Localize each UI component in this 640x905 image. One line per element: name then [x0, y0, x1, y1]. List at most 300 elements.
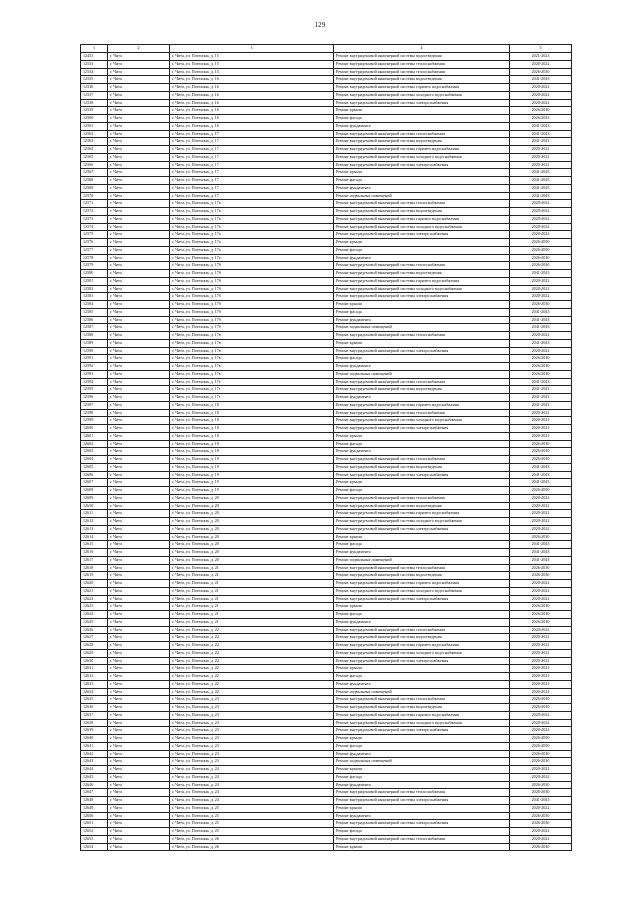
work-type-cell: Ремонт внутридомовой инженерной системы электроснабжения [334, 657, 510, 665]
table-row [81, 735, 572, 743]
settlement-cell: г. Чита [108, 130, 170, 138]
table-row [81, 649, 572, 657]
period-cell: 2041-2043 [510, 308, 572, 316]
settlement-cell: г. Чита [108, 828, 170, 836]
work-type-cell: Ремонт внутридомовой инженерной системы теплоснабжения [334, 130, 510, 138]
address-cell: г. Чита, ул. Потехина, д. 16 [170, 107, 334, 115]
settlement-cell: г. Чита [108, 184, 170, 192]
settlement-cell: г. Чита [108, 603, 170, 611]
settlement-cell: г. Чита [108, 611, 170, 619]
row-number-cell: 12620 [81, 580, 108, 588]
address-cell: г. Чита, ул. Потехина, д. 21 [170, 572, 334, 580]
row-number-cell: 12581 [81, 277, 108, 285]
settlement-cell: г. Чита [108, 363, 170, 371]
work-type-cell: Ремонт внутридомовой инженерной системы водоотведения [334, 208, 510, 216]
row-number-cell: 12566 [81, 161, 108, 169]
work-type-cell: Ремонт внутридомовой инженерной системы холодного водоснабжения [334, 223, 510, 231]
period-cell: 2020-2022 [510, 773, 572, 781]
period-cell: 2020-2022 [510, 828, 572, 836]
table-row [81, 440, 572, 448]
address-cell: г. Чита, ул. Потехина, д. 20 [170, 525, 334, 533]
period-cell: 2041-2043 [510, 541, 572, 549]
table-row [81, 208, 572, 216]
work-type-cell: Ремонт фундамента [334, 448, 510, 456]
row-number-cell: 12578 [81, 254, 108, 262]
row-number-cell: 12636 [81, 704, 108, 712]
settlement-cell: г. Чита [108, 262, 170, 270]
row-number-cell: 12570 [81, 192, 108, 200]
table-row [81, 177, 572, 185]
work-type-cell: Ремонт фундамента [334, 394, 510, 402]
settlement-cell: г. Чита [108, 541, 170, 549]
period-cell: 2021-2023 [510, 53, 572, 61]
table-row [81, 556, 572, 564]
work-type-cell: Ремонт фундамента [334, 781, 510, 789]
table-row [81, 169, 572, 177]
settlement-cell: г. Чита [108, 471, 170, 479]
settlement-cell: г. Чита [108, 797, 170, 805]
period-cell: 2020-2022 [510, 804, 572, 812]
period-cell: 2041-2043 [510, 192, 572, 200]
settlement-cell: г. Чита [108, 177, 170, 185]
work-type-cell: Ремонт внутридомовой инженерной системы электроснабжения [334, 727, 510, 735]
table-row [81, 68, 572, 76]
period-cell: 2020-2022 [510, 417, 572, 425]
work-type-cell: Ремонт внутридомовой инженерной системы холодного водоснабжения [334, 518, 510, 526]
table-row [81, 766, 572, 774]
row-number-cell: 12596 [81, 394, 108, 402]
settlement-cell: г. Чита [108, 409, 170, 417]
row-number-cell: 12592 [81, 363, 108, 371]
row-number-cell: 12614 [81, 533, 108, 541]
period-cell: 2020-2022 [510, 835, 572, 843]
table-row [81, 91, 572, 99]
settlement-cell: г. Чита [108, 223, 170, 231]
settlement-cell: г. Чита [108, 766, 170, 774]
header-cell: 3 [170, 45, 334, 53]
address-cell: г. Чита, ул. Потехина, д. 21 [170, 564, 334, 572]
address-cell: г. Чита, ул. Потехина, д. 17а [170, 215, 334, 223]
address-cell: г. Чита, ул. Потехина, д. 18 [170, 417, 334, 425]
address-cell: г. Чита, ул. Потехина, д. 17 [170, 161, 334, 169]
address-cell: г. Чита, ул. Потехина, д. 20 [170, 533, 334, 541]
address-cell: г. Чита, ул. Потехина, д. 17 [170, 153, 334, 161]
table-row [81, 750, 572, 758]
row-number-cell: 12583 [81, 293, 108, 301]
table-row [81, 84, 572, 92]
settlement-cell: г. Чита [108, 835, 170, 843]
work-type-cell: Ремонт фундамента [334, 549, 510, 557]
period-cell: 2020-2022 [510, 634, 572, 642]
address-cell: г. Чита, ул. Потехина, д. 21 [170, 580, 334, 588]
settlement-cell: г. Чита [108, 634, 170, 642]
row-number-cell: 12608 [81, 487, 108, 495]
row-number-cell: 12537 [81, 91, 108, 99]
row-number-cell: 12572 [81, 208, 108, 216]
row-number-cell: 12640 [81, 735, 108, 743]
address-cell: г. Чита, ул. Потехина, д. 17 [170, 192, 334, 200]
row-number-cell: 12609 [81, 494, 108, 502]
period-cell: 2026-2030 [510, 107, 572, 115]
work-type-cell: Ремонт фундамента [334, 122, 510, 130]
work-type-cell: Ремонт крыши [334, 804, 510, 812]
address-cell: г. Чита, ул. Потехина, д. 17б [170, 285, 334, 293]
period-cell: 2026-2030 [510, 750, 572, 758]
row-number-cell: 12590 [81, 347, 108, 355]
row-number-cell: 12536 [81, 84, 108, 92]
period-cell: 2026-2030 [510, 735, 572, 743]
work-type-cell: Ремонт внутридомовой инженерной системы горячего водоснабжения [334, 84, 510, 92]
table-row [81, 711, 572, 719]
period-cell: 2020-2022 [510, 688, 572, 696]
settlement-cell: г. Чита [108, 355, 170, 363]
settlement-cell: г. Чита [108, 401, 170, 409]
row-number-cell: 12588 [81, 332, 108, 340]
period-cell: 2020-2022 [510, 626, 572, 634]
table-header-row [81, 45, 572, 53]
row-number-cell: 12617 [81, 556, 108, 564]
period-cell: 2026-2030 [510, 618, 572, 626]
work-type-cell: Ремонт фасада [334, 541, 510, 549]
table-row [81, 719, 572, 727]
table-row [81, 820, 572, 828]
settlement-cell: г. Чита [108, 115, 170, 123]
table-row [81, 215, 572, 223]
settlement-cell: г. Чита [108, 386, 170, 394]
period-cell: 2026-2030 [510, 370, 572, 378]
row-number-cell: 12586 [81, 316, 108, 324]
row-number-cell: 12598 [81, 409, 108, 417]
work-type-cell: Ремонт внутридомовой инженерной системы электроснабжения [334, 161, 510, 169]
address-cell: г. Чита, ул. Потехина, д. 19 [170, 471, 334, 479]
settlement-cell: г. Чита [108, 750, 170, 758]
period-cell: 2041-2043 [510, 184, 572, 192]
table-row [81, 456, 572, 464]
period-cell: 2020-2022 [510, 766, 572, 774]
period-cell: 2020-2022 [510, 285, 572, 293]
settlement-cell: г. Чита [108, 719, 170, 727]
row-number-cell: 12565 [81, 153, 108, 161]
work-type-cell: Ремонт внутридомовой инженерной системы горячего водоснабжения [334, 146, 510, 154]
address-cell: г. Чита, ул. Потехина, д. 23 [170, 727, 334, 735]
settlement-cell: г. Чита [108, 456, 170, 464]
settlement-cell: г. Чита [108, 370, 170, 378]
address-cell: г. Чита, ул. Потехина, д. 19 [170, 479, 334, 487]
table-row [81, 417, 572, 425]
address-cell: г. Чита, ул. Потехина, д. 16 [170, 115, 334, 123]
period-cell: 2041-2043 [510, 169, 572, 177]
settlement-cell: г. Чита [108, 192, 170, 200]
document-table-container [80, 44, 571, 851]
period-cell: 2020-2022 [510, 657, 572, 665]
row-number-cell: 12626 [81, 626, 108, 634]
period-cell: 2020-2022 [510, 208, 572, 216]
row-number-cell: 12637 [81, 711, 108, 719]
work-type-cell: Ремонт крыши [334, 843, 510, 851]
address-cell: г. Чита, ул. Потехина, д. 17а [170, 246, 334, 254]
period-cell: 2041-2043 [510, 386, 572, 394]
row-number-cell: 12616 [81, 549, 108, 557]
period-cell: 2041-2043 [510, 479, 572, 487]
address-cell: г. Чита, ул. Потехина, д. 17 [170, 146, 334, 154]
row-number-cell: 12632 [81, 673, 108, 681]
row-number-cell: 12603 [81, 448, 108, 456]
address-cell: г. Чита, ул. Потехина, д. 17а [170, 223, 334, 231]
table-row [81, 246, 572, 254]
work-type-cell: Ремонт фундамента [334, 618, 510, 626]
row-number-cell: 12610 [81, 502, 108, 510]
row-number-cell: 12638 [81, 719, 108, 727]
settlement-cell: г. Чита [108, 510, 170, 518]
work-type-cell: Ремонт фундамента [334, 254, 510, 262]
table-row [81, 502, 572, 510]
table-row [81, 76, 572, 84]
period-cell: 2026-2030 [510, 843, 572, 851]
address-cell: г. Чита, ул. Потехина, д. 17б [170, 324, 334, 332]
address-cell: г. Чита, ул. Потехина, д. 24 [170, 797, 334, 805]
row-number-cell: 12568 [81, 177, 108, 185]
period-cell: 2041-2043 [510, 797, 572, 805]
settlement-cell: г. Чита [108, 665, 170, 673]
row-number-cell: 12601 [81, 432, 108, 440]
table-row [81, 665, 572, 673]
address-cell: г. Чита, ул. Потехина, д. 18 [170, 432, 334, 440]
settlement-cell: г. Чита [108, 339, 170, 347]
row-number-cell: 12604 [81, 456, 108, 464]
address-cell: г. Чита, ул. Потехина, д. 25 [170, 804, 334, 812]
settlement-cell: г. Чита [108, 246, 170, 254]
row-number-cell: 12612 [81, 518, 108, 526]
row-number-cell: 12576 [81, 239, 108, 247]
settlement-cell: г. Чита [108, 308, 170, 316]
period-cell: 2041-2043 [510, 324, 572, 332]
row-number-cell: 12606 [81, 471, 108, 479]
table-row [81, 812, 572, 820]
settlement-cell: г. Чита [108, 463, 170, 471]
settlement-cell: г. Чита [108, 781, 170, 789]
address-cell: г. Чита, ул. Потехина, д. 24 [170, 789, 334, 797]
work-type-cell: Ремонт подвальных помещений [334, 556, 510, 564]
table-row [81, 688, 572, 696]
settlement-cell: г. Чита [108, 99, 170, 107]
row-number-cell: 12595 [81, 386, 108, 394]
row-number-cell: 12641 [81, 742, 108, 750]
row-number-cell: 12654 [81, 843, 108, 851]
row-number-cell: 12633 [81, 680, 108, 688]
period-cell: 2020-2022 [510, 518, 572, 526]
address-cell: г. Чита, ул. Потехина, д. 23 [170, 704, 334, 712]
period-cell: 2041-2043 [510, 316, 572, 324]
settlement-cell: г. Чита [108, 84, 170, 92]
period-cell: 2020-2022 [510, 580, 572, 588]
row-number-cell: 12577 [81, 246, 108, 254]
period-cell: 2020-2022 [510, 277, 572, 285]
header-cell: 4 [334, 45, 510, 53]
row-number-cell: 12453 [81, 53, 108, 61]
table-row [81, 316, 572, 324]
address-cell: г. Чита, ул. Потехина, д. 17б [170, 262, 334, 270]
table-row [81, 828, 572, 836]
table-body [81, 53, 572, 851]
period-cell: 2026-2030 [510, 603, 572, 611]
period-cell: 2020-2022 [510, 223, 572, 231]
row-number-cell: 12582 [81, 285, 108, 293]
settlement-cell: г. Чита [108, 169, 170, 177]
settlement-cell: г. Чита [108, 711, 170, 719]
work-type-cell: Ремонт внутридомовой инженерной системы теплоснабжения [334, 378, 510, 386]
settlement-cell: г. Чита [108, 525, 170, 533]
row-number-cell: 12615 [81, 541, 108, 549]
address-cell: г. Чита, ул. Потехина, д. 21 [170, 595, 334, 603]
period-cell: 2026-2030 [510, 254, 572, 262]
address-cell: г. Чита, ул. Потехина, д. 16 [170, 122, 334, 130]
settlement-cell: г. Чита [108, 626, 170, 634]
settlement-cell: г. Чита [108, 293, 170, 301]
work-type-cell: Ремонт подвальных помещений [334, 192, 510, 200]
address-cell: г. Чита, ул. Потехина, д. 18 [170, 425, 334, 433]
table-row [81, 115, 572, 123]
work-type-cell: Ремонт фасада [334, 308, 510, 316]
settlement-cell: г. Чита [108, 301, 170, 309]
settlement-cell: г. Чита [108, 704, 170, 712]
row-number-cell: 12619 [81, 572, 108, 580]
address-cell: г. Чита, ул. Потехина, д. 17б [170, 316, 334, 324]
row-number-cell: 12534 [81, 68, 108, 76]
period-cell: 2020-2022 [510, 711, 572, 719]
address-cell: г. Чита, ул. Потехина, д. 17в [170, 332, 334, 340]
settlement-cell: г. Чита [108, 735, 170, 743]
header-cell: 1 [81, 45, 108, 53]
settlement-cell: г. Чита [108, 285, 170, 293]
period-cell: 2020-2022 [510, 587, 572, 595]
table-row [81, 564, 572, 572]
table-row [81, 262, 572, 270]
period-cell: 2026-2030 [510, 758, 572, 766]
table-row [81, 518, 572, 526]
row-number-cell: 12623 [81, 603, 108, 611]
work-type-cell: Ремонт внутридомовой инженерной системы горячего водоснабжения [334, 215, 510, 223]
repair-schedule-table [80, 44, 572, 851]
address-cell: г. Чита, ул. Потехина, д. 17 [170, 177, 334, 185]
table-row [81, 572, 572, 580]
row-number-cell: 12651 [81, 820, 108, 828]
address-cell: г. Чита, ул. Потехина, д. 17 [170, 138, 334, 146]
settlement-cell: г. Чита [108, 122, 170, 130]
table-row [81, 704, 572, 712]
period-cell: 2041-2043 [510, 463, 572, 471]
period-cell: 2041-2043 [510, 394, 572, 402]
address-cell: г. Чита, ул. Потехина, д. 19 [170, 456, 334, 464]
settlement-cell: г. Чита [108, 618, 170, 626]
table-row [81, 595, 572, 603]
period-cell: 2026-2030 [510, 246, 572, 254]
row-number-cell: 12643 [81, 758, 108, 766]
settlement-cell: г. Чита [108, 595, 170, 603]
address-cell: г. Чита, ул. Потехина, д. 16 [170, 76, 334, 84]
settlement-cell: г. Чита [108, 533, 170, 541]
row-number-cell: 12631 [81, 665, 108, 673]
settlement-cell: г. Чита [108, 440, 170, 448]
address-cell: г. Чита, ул. Потехина, д. 23 [170, 750, 334, 758]
table-row [81, 363, 572, 371]
row-number-cell: 12629 [81, 649, 108, 657]
work-type-cell: Ремонт фасада [334, 177, 510, 185]
work-type-cell: Ремонт фасада [334, 828, 510, 836]
work-type-cell: Ремонт внутридомовой инженерной системы электроснабжения [334, 820, 510, 828]
address-cell: г. Чита, ул. Потехина, д. 18 [170, 448, 334, 456]
table-row [81, 161, 572, 169]
table-row [81, 727, 572, 735]
work-type-cell: Ремонт внутридомовой инженерной системы теплоснабжения [334, 200, 510, 208]
work-type-cell: Ремонт внутридомовой инженерной системы электроснабжения [334, 471, 510, 479]
period-cell: 2026-2030 [510, 820, 572, 828]
work-type-cell: Ремонт внутридомовой инженерной системы теплоснабжения [334, 68, 510, 76]
row-number-cell: 12587 [81, 324, 108, 332]
table-row [81, 386, 572, 394]
work-type-cell: Ремонт внутридомовой инженерной системы холодного водоснабжения [334, 153, 510, 161]
table-row [81, 122, 572, 130]
address-cell: г. Чита, ул. Потехина, д. 20 [170, 549, 334, 557]
period-cell: 2020-2022 [510, 293, 572, 301]
period-cell: 2041-2043 [510, 138, 572, 146]
table-row [81, 99, 572, 107]
table-row [81, 742, 572, 750]
work-type-cell: Ремонт фундамента [334, 812, 510, 820]
period-cell: 2020-2022 [510, 595, 572, 603]
period-cell: 2020-2022 [510, 84, 572, 92]
row-number-cell: 12560 [81, 115, 108, 123]
settlement-cell: г. Чита [108, 688, 170, 696]
row-number-cell: 12627 [81, 634, 108, 642]
address-cell: г. Чита, ул. Потехина, д. 16 [170, 99, 334, 107]
table-row [81, 448, 572, 456]
row-number-cell: 12628 [81, 642, 108, 650]
period-cell: 2026-2030 [510, 812, 572, 820]
period-cell: 2020-2022 [510, 673, 572, 681]
table-row [81, 432, 572, 440]
work-type-cell: Ремонт внутридомовой инженерной системы электроснабжения [334, 797, 510, 805]
work-type-cell: Ремонт внутридомовой инженерной системы водоотведения [334, 634, 510, 642]
table-row [81, 355, 572, 363]
period-cell: 2026-2030 [510, 487, 572, 495]
table-row [81, 696, 572, 704]
table-row [81, 680, 572, 688]
settlement-cell: г. Чита [108, 153, 170, 161]
work-type-cell: Ремонт крыши [334, 735, 510, 743]
work-type-cell: Ремонт подвальных помещений [334, 688, 510, 696]
row-number-cell: 12585 [81, 308, 108, 316]
work-type-cell: Ремонт внутридомовой инженерной системы водоотведения [334, 138, 510, 146]
table-row [81, 231, 572, 239]
address-cell: г. Чита, ул. Потехина, д. 22 [170, 657, 334, 665]
work-type-cell: Ремонт внутридомовой инженерной системы теплоснабжения [334, 409, 510, 417]
address-cell: г. Чита, ул. Потехина, д. 23 [170, 758, 334, 766]
settlement-cell: г. Чита [108, 231, 170, 239]
settlement-cell: г. Чита [108, 789, 170, 797]
address-cell: г. Чита, ул. Потехина, д. 26 [170, 835, 334, 843]
row-number-cell: 12535 [81, 76, 108, 84]
address-cell: г. Чита, ул. Потехина, д. 24 [170, 773, 334, 781]
address-cell: г. Чита, ул. Потехина, д. 17б [170, 308, 334, 316]
work-type-cell: Ремонт внутридомовой инженерной системы электроснабжения [334, 525, 510, 533]
work-type-cell: Ремонт внутридомовой инженерной системы горячего водоснабжения [334, 580, 510, 588]
settlement-cell: г. Чита [108, 76, 170, 84]
row-number-cell: 12653 [81, 835, 108, 843]
settlement-cell: г. Чита [108, 316, 170, 324]
settlement-cell: г. Чита [108, 417, 170, 425]
table-row [81, 789, 572, 797]
work-type-cell: Ремонт фундамента [334, 750, 510, 758]
